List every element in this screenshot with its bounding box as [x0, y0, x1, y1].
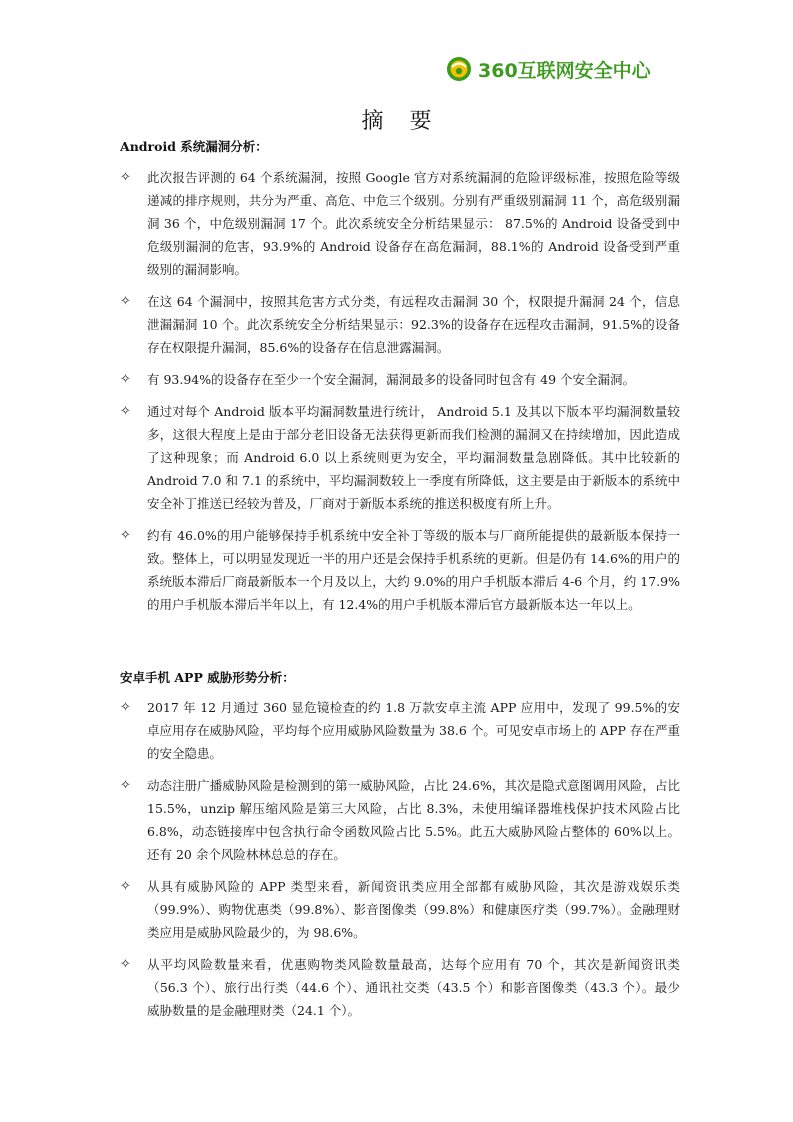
brand-logo: [446, 54, 651, 84]
list-item: [120, 953, 680, 1022]
list-item: [120, 400, 680, 515]
app-threat-list: [120, 696, 680, 1031]
diamond-bullet-icon: ✧: [120, 700, 131, 715]
360-shield-logo-icon: [446, 56, 472, 82]
list-item-text: 此次报告评测的 64 个系统漏洞，按照 Google 官方对系统漏洞的危险评级标准，按照危险等级递减的排序规则，共分为严重、高危、中危三个级别。分别有严重级别漏洞 11 个，高危级别漏洞 36 个，中危级别漏洞 17 个。此次系统安全分析结果显示： 87.5%的 Android 设备受到中危级别漏洞的危害，93.9%的 Android 设备存在高危漏洞，88.1%的 Android 设备受到严重级别的漏洞影响。: [147, 170, 680, 277]
list-item-text: 约有 46.0%的用户能够保持手机系统中安全补丁等级的版本与厂商所能提供的最新版本保持一致。整体上，可以明显发现近一半的用户还是会保持手机系统的更新。但是仍有 14.6%的用户的系统版本滞后厂商最新版本一个月及以上，大约 9.0%的用户手机版本滞后 4-6 个月，约 17.9%的用户手机版本滞后半年以上，有 12.4%的用户手机版本滞后官方最新版本达一年以上。: [147, 528, 680, 612]
diamond-bullet-icon: ✧: [120, 372, 131, 387]
diamond-bullet-icon: ✧: [120, 294, 131, 309]
list-item-text: 从平均风险数量来看，优惠购物类风险数量最高，达每个应用有 70 个，其次是新闻资讯类（56.3 个）、旅行出行类（44.6 个）、通讯社交类（43.5 个）和影音图像类（43.3 个）。最少威胁数量的是金融理财类（24.1 个）。: [147, 957, 680, 1018]
list-item-text: 2017 年 12 月通过 360 显危镜检查的约 1.8 万款安卓主流 APP 应用中，发现了 99.5%的安卓应用存在威胁风险，平均每个应用威胁风险数量为 38.6 个。可见安卓市场上的 APP 存在严重的安全隐患。: [147, 700, 680, 761]
list-item: [120, 524, 680, 616]
logo-text: 360互联网安全中心: [478, 59, 651, 82]
android-vulnerability-list: [120, 166, 680, 625]
list-item-text: 动态注册广播威胁风险是检测到的第一威胁风险，占比 24.6%，其次是隐式意图调用风险，占比 15.5%，unzip 解压缩风险是第三大风险，占比 8.3%，未使用编译器堆栈保护技术风险占比 6.8%，动态链接库中包含执行命令函数风险占比 5.5%。此五大威胁风险占整体的 60%以上。还有 20 余个风险林林总总的存在。: [147, 778, 680, 862]
list-item: [120, 166, 680, 281]
list-item: [120, 875, 680, 944]
list-item: [120, 774, 680, 866]
list-item-text: 从具有威胁风险的 APP 类型来看，新闻资讯类应用全部都有威胁风险，其次是游戏娱乐类（99.9%）、购物优惠类（99.8%）、影音图像类（99.8%）和健康医疗类（99.7%）。金融理财类应用是威胁风险最少的，为 98.6%。: [147, 879, 680, 940]
diamond-bullet-icon: ✧: [120, 778, 131, 793]
diamond-bullet-icon: ✧: [120, 404, 131, 419]
section-heading-android-vulnerabilities: Android 系统漏洞分析：: [120, 139, 268, 154]
list-item: [120, 696, 680, 765]
list-item-text: 通过对每个 Android 版本平均漏洞数量进行统计， Android 5.1 及其以下版本平均漏洞数量较多，这很大程度上是由于部分老旧设备无法获得更新而我们检测的漏洞又在持续增加，因此造成了这种现象；而 Android 6.0 以上系统则更为安全，平均漏洞数量急剧降低。其中比较新的 Android 7.0 和 7.1 的系统中，平均漏洞数较上一季度有所降低，这主要是由于新版本的系统中安全补丁推送已经较为普及，厂商对于新版本系统的推送积极度有所上升。: [147, 404, 680, 511]
list-item-text: 在这 64 个漏洞中，按照其危害方式分类，有远程攻击漏洞 30 个，权限提升漏洞 24 个，信息泄漏漏洞 10 个。此次系统安全分析结果显示：92.3%的设备存在远程攻击漏洞，91.5%的设备存在权限提升漏洞，85.6%的设备存在信息泄露漏洞。: [147, 294, 680, 355]
diamond-bullet-icon: ✧: [120, 957, 131, 972]
diamond-bullet-icon: ✧: [120, 528, 131, 543]
page-title: 摘要: [361, 109, 458, 134]
section-heading-app-threats: 安卓手机 APP 威胁形势分析：: [120, 670, 295, 685]
diamond-bullet-icon: ✧: [120, 879, 131, 894]
diamond-bullet-icon: ✧: [120, 170, 131, 185]
list-item-text: 有 93.94%的设备存在至少一个安全漏洞，漏洞最多的设备同时包含有 49 个安全漏洞。: [147, 372, 635, 387]
list-item: [120, 368, 680, 391]
list-item: [120, 290, 680, 359]
